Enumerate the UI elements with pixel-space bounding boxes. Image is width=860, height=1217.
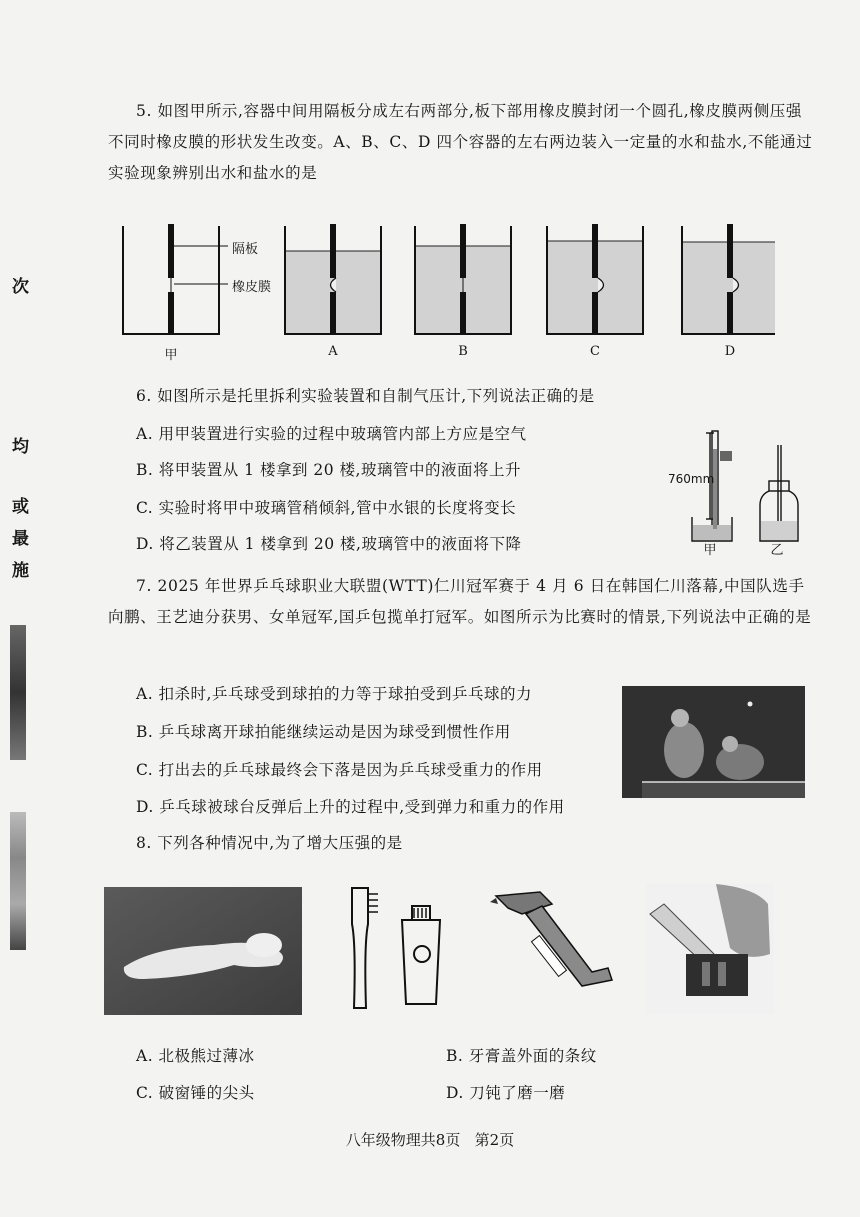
question-6-option-c: C. 实验时将甲中玻璃管稍倾斜,管中水银的长度将变长 (136, 499, 517, 517)
membrane-label: 橡皮膜 (232, 280, 272, 295)
partition-label: 隔板 (232, 242, 259, 257)
question-6-stem: 6. 如图所示是托里拆利实验装置和自制气压计,下列说法正确的是 (136, 387, 595, 405)
question-6-option-b: B. 将甲装置从 1 楼拿到 20 楼,玻璃管中的液面将上升 (136, 461, 521, 479)
question-8-option-b: B. 牙膏盖外面的条纹 (446, 1047, 597, 1065)
question-5-figure (115, 218, 775, 358)
question-5-text: 5. 如图甲所示,容器中间用隔板分成左右两部分,板下部用橡皮膜封闭一个圆孔,橡皮膜两侧压强不同时橡皮膜的形状发生改变。A、B、C、D 四个容器的左右两边装入一定量的水和盐水,不能通过实验现象辨别出水和盐水的是 (108, 102, 813, 182)
container-label-c: C (590, 344, 600, 359)
container-label-b: B (458, 344, 468, 359)
container-label-jia: 甲 (164, 348, 178, 363)
side-char: 次 (12, 277, 29, 297)
knife-sharpener-image (646, 884, 774, 1014)
barometer-height-label: 760mm (668, 472, 715, 486)
barometer-figure (680, 425, 820, 555)
question-7-text: 7. 2025 年世界乒乓球职业大联盟(WTT)仁川冠军赛于 4 月 6 日在韩国仁川落幕,中国队选手向鹏、王艺迪分获男、女单冠军,国乒包揽单打冠军。如图所示为比赛时的情景,下列说法中正确的是 (108, 577, 812, 626)
polar-bear-image (104, 887, 302, 1015)
side-char: 或 (12, 497, 29, 517)
scan-artifact (10, 625, 26, 760)
window-breaker-hammer-image (482, 884, 622, 1014)
question-6-option-d: D. 将乙装置从 1 楼拿到 20 楼,玻璃管中的液面将下降 (136, 535, 522, 553)
side-char: 施 (12, 561, 29, 581)
table-tennis-photo (622, 686, 805, 798)
question-6-option-a: A. 用甲装置进行实验的过程中玻璃管内部上方应是空气 (136, 425, 527, 443)
question-7-option-b: B. 乒乓球离开球拍能继续运动是因为球受到惯性作用 (136, 723, 511, 741)
question-8-option-c: C. 破窗锤的尖头 (136, 1084, 255, 1102)
page-footer: 八年级物理共8页 第2页 (345, 1131, 515, 1149)
side-char: 均 (12, 437, 29, 457)
scan-artifact (10, 812, 26, 950)
barometer-label-jia: 甲 (703, 543, 717, 558)
toothbrush-toothpaste-image (342, 884, 454, 1014)
container-label-d: D (724, 344, 736, 359)
side-char: 最 (12, 529, 29, 549)
barometer-label-yi: 乙 (770, 543, 784, 558)
question-8-option-a: A. 北极熊过薄冰 (136, 1047, 255, 1065)
question-7-option-c: C. 打出去的乒乓球最终会下落是因为乒乓球受重力的作用 (136, 761, 543, 779)
question-7-option-a: A. 扣杀时,乒乓球受到球拍的力等于球拍受到乒乓球的力 (136, 685, 532, 703)
question-8-option-d: D. 刀钝了磨一磨 (446, 1084, 566, 1102)
container-label-a: A (328, 344, 338, 359)
question-7-option-d: D. 乒乓球被球台反弹后上升的过程中,受到弹力和重力的作用 (136, 798, 565, 816)
question-8-stem: 8. 下列各种情况中,为了增大压强的是 (136, 834, 403, 852)
